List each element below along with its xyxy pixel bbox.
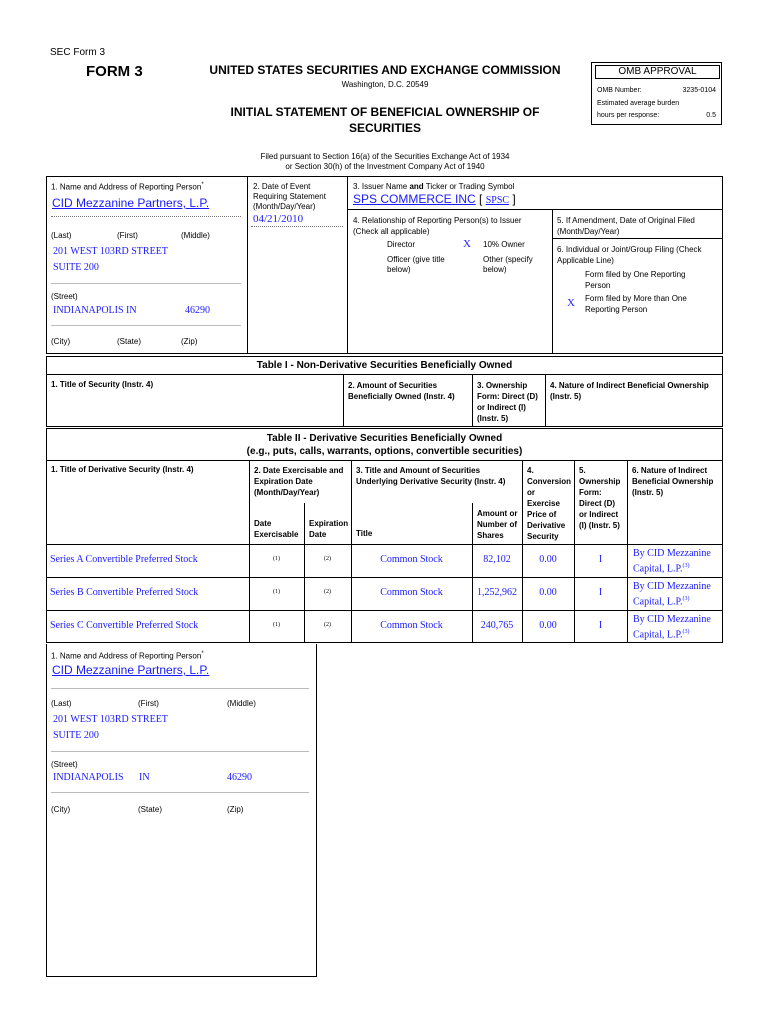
location: Washington, D.C. 20549 xyxy=(341,80,429,89)
ten-percent-owner-label: 10% Owner xyxy=(483,240,525,249)
row-shares: 82,102 xyxy=(483,554,511,565)
city-label: (City) xyxy=(51,337,71,346)
row-nature: By CID Mezzanine Capital, L.P.$^{(3)}$ xyxy=(633,548,711,575)
person2-city: INDIANAPOLIS xyxy=(53,772,124,783)
table2-col1-header: 1. Title of Derivative Security (Instr. 4) xyxy=(51,465,194,474)
row-expiration: (2) xyxy=(324,589,331,595)
table1-title: Table I - Non-Derivative Securities Beneficially Owned xyxy=(256,360,513,371)
row-expiration: (2) xyxy=(324,622,331,628)
street-line-2: SUITE 200 xyxy=(53,262,99,273)
person2-middle-label: (Middle) xyxy=(227,699,256,708)
row-exercisable: (1) xyxy=(273,622,280,628)
one-reporting-person-label: Form filed by One Reporting Person xyxy=(585,270,686,290)
row-price: 0.00 xyxy=(539,620,557,631)
zip-code: 46290 xyxy=(185,305,210,316)
person2-state-label: (State) xyxy=(138,805,163,814)
omb-hours-value: 0.5 xyxy=(706,112,716,119)
section3-label: 3. Issuer Name and Ticker or Trading Symbol xyxy=(353,182,515,191)
omb-title: OMB APPROVAL xyxy=(595,65,720,79)
form-title: FORM 3 xyxy=(86,63,143,80)
person2-street-label: (Street) xyxy=(51,760,78,769)
row-ownership-form: I xyxy=(598,554,603,565)
table2-col5-header: 5. Ownership Form: Direct (D) or Indirect (I) (Instr. 5) xyxy=(579,466,621,530)
table1-col2-header: 2. Amount of Securities Beneficially Owned (Instr. 4) xyxy=(348,381,455,401)
table2-title: Table II - Derivative Securities Beneficially Owned (e.g., puts, calls, warrants, options, convertible securities) xyxy=(246,433,523,457)
row-shares: 240,765 xyxy=(480,620,514,631)
section5-label: 5. If Amendment, Date of Original Filed (Month/Day/Year) xyxy=(557,216,695,236)
ticker-link[interactable]: SPSC xyxy=(485,195,510,206)
issuer-link[interactable]: SPS COMMERCE INC xyxy=(353,192,476,206)
first-label: (First) xyxy=(117,231,138,240)
event-date: 04/21/2010 xyxy=(253,213,304,225)
person2-label: 1. Name and Address of Reporting Person* xyxy=(51,651,204,661)
table1-col4-header: 4. Nature of Indirect Beneficial Ownership (Instr. 5) xyxy=(550,381,709,401)
person2-zip: 46290 xyxy=(227,772,252,783)
omb-approval-box xyxy=(591,62,722,125)
row-exercisable: (1) xyxy=(273,589,280,595)
row-exercisable: (1) xyxy=(273,556,280,562)
row-shares: 1,252,962 xyxy=(477,587,517,598)
table2-col6-header: 6. Nature of Indirect Beneficial Ownership (Instr. 5) xyxy=(632,466,714,497)
row-nature: By CID Mezzanine Capital, L.P.$^{(3)}$ xyxy=(633,581,711,608)
street-line-1: 201 WEST 103RD STREET xyxy=(53,246,168,257)
table2-col2-header: 2. Date Exercisable and Expiration Date (Month/Day/Year) xyxy=(254,466,344,497)
statement-title-2: SECURITIES xyxy=(348,121,421,135)
expiration-date-subheader: Expiration Date xyxy=(309,519,349,539)
title-subheader: Title xyxy=(356,529,373,538)
row-security: Series B Convertible Preferred Stock xyxy=(50,587,199,598)
state-label: (State) xyxy=(117,337,142,346)
filed-pursuant-2: or Section 30(h) of the Investment Company Act of 1940 xyxy=(285,162,485,171)
amount-subheader: Amount or Number of Shares xyxy=(477,509,518,540)
omb-number-value: 3235-0104 xyxy=(682,87,716,94)
row-ownership-form: I xyxy=(598,587,603,598)
officer-label: Officer (give title below) xyxy=(387,255,445,274)
person2-last-label: (Last) xyxy=(51,699,72,708)
person2-first-label: (First) xyxy=(138,699,159,708)
row-title: Common Stock xyxy=(380,620,443,631)
row-title: Common Stock xyxy=(380,554,443,565)
issuer-name: SPS COMMERCE INC [ SPSC ] xyxy=(353,192,516,206)
row-security: Series C Convertible Preferred Stock xyxy=(50,620,199,631)
more-than-one-check-mark: X xyxy=(567,297,575,309)
middle-label: (Middle) xyxy=(181,231,210,240)
omb-number-label: OMB Number: xyxy=(597,87,642,94)
more-than-one-label: Form filed by More than One Reporting Person xyxy=(585,294,687,314)
section4-label: 4. Relationship of Reporting Person(s) to Issuer (Check all applicable) xyxy=(353,216,522,236)
commission-title: UNITED STATES SECURITIES AND EXCHANGE COMMISSION xyxy=(209,63,561,77)
last-label: (Last) xyxy=(51,231,72,240)
other-label: Other (specify below) xyxy=(483,255,533,274)
table2-col3-header: 3. Title and Amount of Securities Underlying Derivative Security (Instr. 4) xyxy=(356,466,506,486)
sec-form-label: SEC Form 3 xyxy=(50,47,106,58)
person2-street-2: SUITE 200 xyxy=(53,730,99,741)
street-label: (Street) xyxy=(51,292,78,301)
person2-street-1: 201 WEST 103RD STREET xyxy=(53,714,168,725)
director-label: Director xyxy=(387,240,416,249)
person2-zip-label: (Zip) xyxy=(227,805,244,814)
person2-city-label: (City) xyxy=(51,805,71,814)
table1-col3-header: 3. Ownership Form: Direct (D) or Indirect (I) (Instr. 5) xyxy=(477,381,538,423)
section1-label: 1. Name and Address of Reporting Person* xyxy=(51,182,204,192)
omb-burden-label: Estimated average burden xyxy=(597,100,680,107)
omb-hours-label: hours per response: xyxy=(597,112,660,119)
row-security: Series A Convertible Preferred Stock xyxy=(50,554,198,565)
row-expiration: (2) xyxy=(324,556,331,562)
reporting-person-name[interactable]: CID Mezzanine Partners, L.P. xyxy=(52,196,210,210)
person2-state: IN xyxy=(139,772,150,783)
row-ownership-form: I xyxy=(598,620,603,631)
section6-label: 6. Individual or Joint/Group Filing (Check Applicable Line) xyxy=(557,245,702,265)
row-price: 0.00 xyxy=(539,587,557,598)
section2-label: 2. Date of Event Requiring Statement (Month/Day/Year) xyxy=(253,182,326,211)
city-state: INDIANAPOLIS IN xyxy=(53,305,137,316)
row-nature: By CID Mezzanine Capital, L.P.$^{(3)}$ xyxy=(633,614,711,641)
table1-col1-header: 1. Title of Security (Instr. 4) xyxy=(51,380,154,389)
statement-title-1: INITIAL STATEMENT OF BENEFICIAL OWNERSHIP OF xyxy=(230,105,540,119)
director-check-mark: X xyxy=(463,238,471,250)
filed-pursuant-1: Filed pursuant to Section 16(a) of the Securities Exchange Act of 1934 xyxy=(260,152,510,161)
row-title: Common Stock xyxy=(380,587,443,598)
date-exercisable-subheader: Date Exercisable xyxy=(254,519,299,539)
table2-col4-header: 4. Conversion or Exercise Price of Derivative Security xyxy=(527,466,572,541)
row-price: 0.00 xyxy=(539,554,557,565)
zip-label: (Zip) xyxy=(181,337,198,346)
reporting-person-2-section xyxy=(46,644,317,977)
person2-name[interactable]: CID Mezzanine Partners, L.P. xyxy=(52,663,210,677)
